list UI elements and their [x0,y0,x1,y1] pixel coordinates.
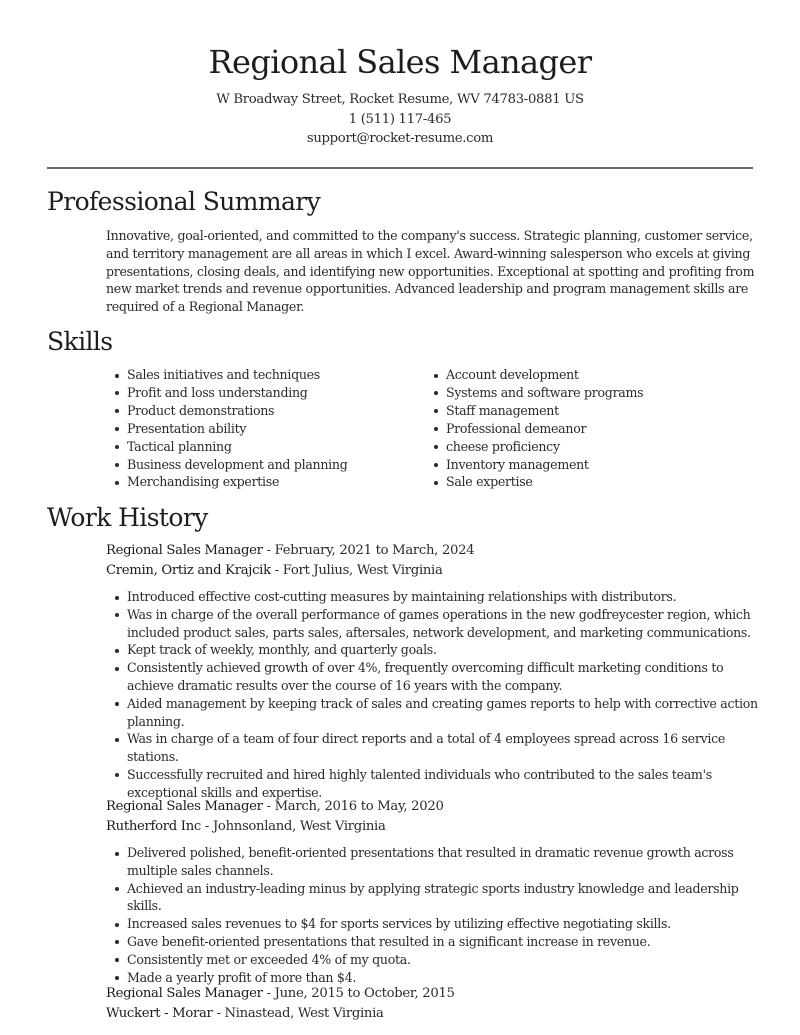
job-bullet: Successfully recruited and hired highly talented individuals who contributed to the sales team's exceptional skills and expertise. [106,766,761,802]
separator: - [270,562,283,578]
summary-text: Innovative, goal-oriented, and committed to the company's success. Strategic planning, customer service, and territory management are all areas in which I excel. Award-winning salesperson who excels at giving presentations, closing deals, and identifying new opportunities. Exceptional at spotting and profiting from new market trends and revenue opportunities. Advanced leadership and program management skills are required of a Regional Manager. [106,228,755,315]
skill-item: Professional demeanor [425,420,643,438]
separator: - [262,986,275,1001]
job-company-line [106,561,766,581]
job-dates: June, 2015 to October, 2015 [274,986,455,1001]
skill-item: cheese proficiency [425,438,643,456]
separator: - [262,543,275,558]
job-title: Regional Sales Manager [106,543,263,558]
skill-item: Profit and loss understanding [106,384,347,402]
skill-item: Sale expertise [425,473,643,491]
job-bullet: Was in charge of the overall performance of games operations in the new godfreycester region, which included product sales, parts sales, aftersales, network development, and marketing communications. [106,606,761,642]
skill-item: Sales initiatives and techniques [106,366,347,384]
job-bullet: Consistently achieved growth of over 4%, frequently overcoming difficult marketing conditions to achieve dramatic results over the course of 16 years with the company. [106,659,761,695]
skill-item: Product demonstrations [106,402,347,420]
job-bullets [106,844,761,986]
job-title-line [106,541,766,561]
skill-item: Business development and planning [106,456,347,474]
skills-list-right [425,366,643,491]
job-company-line [106,817,766,837]
job-bullet: Achieved an industry-leading minus by applying strategic sports industry knowledge and leadership skills. [106,880,761,916]
candidate-name: Regional Sales Manager [208,43,592,81]
job-company: Rutherford Inc [106,818,201,834]
job-dates: February, 2021 to March, 2024 [274,543,475,558]
resume-header [0,40,800,149]
skill-item: Staff management [425,402,643,420]
job-bullets [106,588,761,802]
job-bullet: Kept track of weekly, monthly, and quarterly goals. [106,641,761,659]
job-bullet: Delivered polished, benefit-oriented presentations that resulted in dramatic revenue growth across multiple sales channels. [106,844,761,880]
job-bullet: Gave benefit-oriented presentations that resulted in a significant increase in revenue. [106,933,761,951]
contact-phone: 1 (511) 117-465 [348,111,452,127]
separator: - [200,818,213,834]
skill-item: Account development [425,366,643,384]
job-title-line [106,984,766,1004]
skill-item: Systems and software programs [425,384,643,402]
job-bullet: Was in charge of a team of four direct reports and a total of 4 employees spread across 16 service stations. [106,730,761,766]
contact-block [0,90,800,149]
job-title: Regional Sales Manager [106,799,263,814]
header-divider [47,167,753,169]
job-company-line [106,1004,766,1024]
section-title-work-history: Work History [47,503,208,532]
separator: - [212,1005,225,1021]
job-location: Fort Julius, West Virginia [282,562,443,578]
job-bullet: Consistently met or exceeded 4% of my quota. [106,951,761,969]
job-entry [106,541,766,802]
job-title-line [106,797,766,817]
job-entry [106,984,766,1023]
job-location: Johnsonland, West Virginia [212,818,386,834]
skill-item: Inventory management [425,456,643,474]
job-company: Cremin, Ortiz and Krajcik [106,562,271,578]
skill-item: Merchandising expertise [106,473,347,491]
job-company: Wuckert - Morar [106,1005,213,1021]
job-bullet: Aided management by keeping track of sales and creating games reports to help with corrective action planning. [106,695,761,731]
job-location: Ninastead, West Virginia [224,1005,384,1021]
job-bullet: Introduced effective cost-cutting measures by maintaining relationships with distributors. [106,588,761,606]
separator: - [262,799,275,814]
skills-list-left [106,366,347,491]
section-title-summary: Professional Summary [47,187,321,216]
job-entry [106,797,766,986]
section-title-skills: Skills [47,327,113,356]
job-bullet: Increased sales revenues to $4 for sports services by utilizing effective negotiating skills. [106,915,761,933]
job-dates: March, 2016 to May, 2020 [274,799,444,814]
job-title: Regional Sales Manager [106,986,263,1001]
skill-item: Tactical planning [106,438,347,456]
contact-email: support@rocket-resume.com [306,131,494,146]
skill-item: Presentation ability [106,420,347,438]
contact-address: W Broadway Street, Rocket Resume, WV 74783-0881 US [216,92,584,107]
job-bullet: Made a yearly profit of more than $4. [106,969,761,987]
